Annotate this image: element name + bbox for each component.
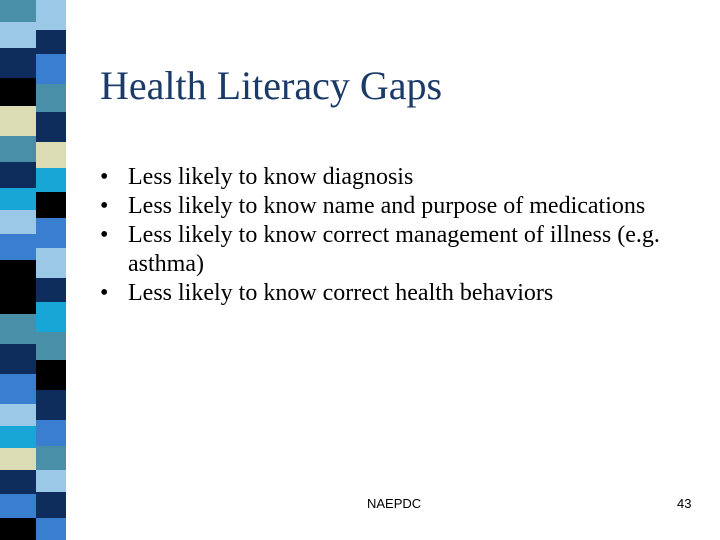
stripe-block [36,332,66,360]
bullet-dot: • [100,222,109,248]
stripe-block [0,188,36,210]
bullet-list [100,163,700,308]
page-number: 43 [677,496,692,511]
stripe-block [36,446,66,470]
stripe-block [36,470,66,492]
stripe-block [36,112,66,142]
bullet-item [100,163,700,192]
stripe-block [36,30,66,54]
stripe-block [36,192,66,218]
stripe-block [0,234,36,260]
slide-title: Health Literacy Gaps [100,63,443,108]
bullet-text: Less likely to know name and purpose of medications [128,193,646,219]
bullet-item [100,192,700,221]
decorative-stripe [0,0,68,540]
stripe-block [0,470,36,494]
stripe-block [0,518,36,540]
stripe-block [36,168,66,192]
stripe-block [0,48,36,78]
stripe-block [0,404,36,426]
bullet-dot: • [100,280,109,306]
bullet-text: Less likely to know diagnosis [128,164,414,190]
stripe-block [36,218,66,248]
bullet-text: Less likely to know correct management of illness (e.g. asthma) [128,222,660,277]
stripe-block [0,314,36,344]
bullet-dot: • [100,164,109,190]
stripe-block [36,492,66,518]
stripe-block [0,260,36,284]
stripe-block [36,390,66,420]
bullet-item [100,279,700,308]
stripe-block [0,494,36,518]
stripe-block [36,248,66,278]
stripe-block [0,426,36,448]
stripe-block [0,106,36,136]
stripe-block [0,344,36,374]
stripe-block [0,210,36,234]
stripe-block [36,0,66,30]
bullet-dot: • [100,193,109,219]
bullet-text: Less likely to know correct health behaviors [128,280,554,306]
stripe-block [0,374,36,404]
stripe-block [36,84,66,112]
stripe-block [36,518,66,540]
stripe-block [0,22,36,48]
stripe-block [0,448,36,470]
stripe-block [36,420,66,446]
stripe-block [0,136,36,162]
stripe-block [36,142,66,168]
stripe-block [36,360,66,390]
stripe-block [36,302,66,332]
stripe-block [0,78,36,106]
stripe-block [0,284,36,314]
footer-organization: NAEPDC [367,496,422,511]
bullet-item [100,221,700,279]
stripe-block [36,278,66,302]
stripe-block [0,0,36,22]
stripe-block [0,162,36,188]
stripe-block [36,54,66,84]
